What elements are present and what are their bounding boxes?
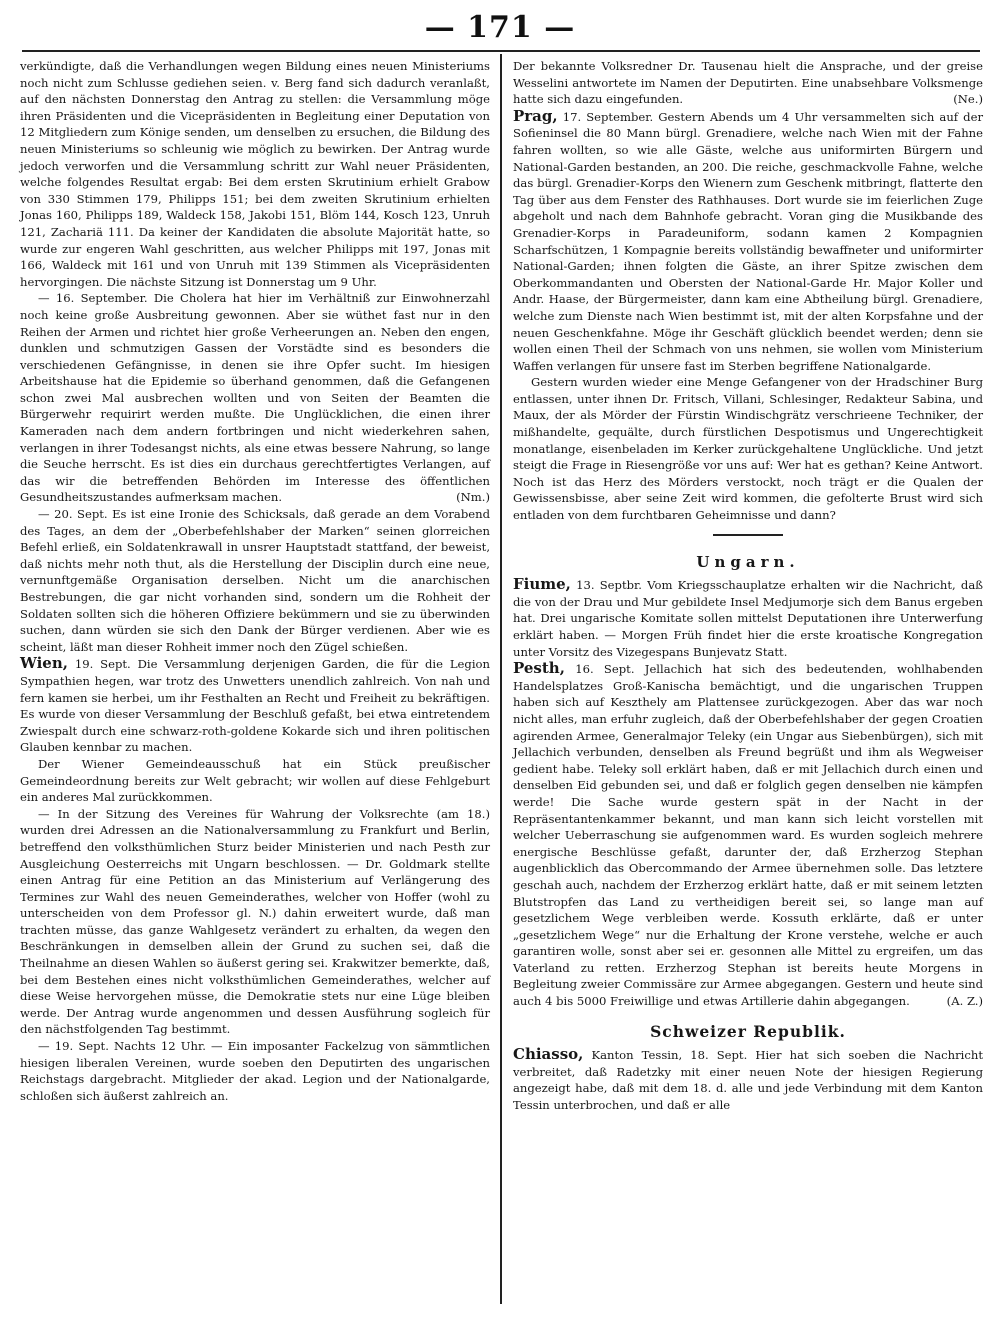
article-block-top [513, 58, 983, 524]
article-paragraph [513, 576, 983, 660]
article-paragraph [513, 374, 983, 523]
paragraph-text: Der Wiener Gemeindeausschuß hat ein Stück preußischer Gemeindeordnung bereits zur Welt gebracht; wir wollen auf diese Fehlgeburt ein anderes Mal zurückkommen. [20, 756, 490, 805]
article-paragraph [20, 1038, 490, 1104]
paragraph-text: 19. Sept. Die Versammlung derjenigen Garden, die für die Legion Sympathien hegen, war trotz des Unwetters unendlich zahlreich. Von nah und fern kamen sie herbei, um ihr Festhalten an Recht und Freiheit zu bekräftigen. Es wurde von dieser Versammlung der Beschluß gefaßt, bei etwa eintretendem Zwiespalt durch eine schwarz-roth-goldene Kokarde sich und ihren politischen Glauben kennbar zu machen. [20, 657, 490, 755]
paragraph-text: 17. September. Gestern Abends um 4 Uhr versammelten sich auf der Sofieninsel die 80 Mann bürgl. Grenadiere, welche nach Wien mit der Fahne fahren wollten, so wie alle Gäste, welche aus uniformirten Bürgern und National-Garden bestanden, an 200. Die reiche, geschmackvolle Fahne, welche das bürgl. Grenadier-Korps den Wienern zum Geschenk mitbringt, flatterte den Tag über aus dem Fenster des Rathhauses. Dort wurde sie im feierlichen Zuge abgeholt und nach dem Bahnhofe gebracht. Voran ging die Musikbande des Grenadier-Korps in Paradeuniform, sodann kamen 2 Kompagnien Scharfschützen, 1 Kompagnie bereits vollständig bewaffneter und uniformirter National-Garden; ihnen folgten die Gäste, an ihrer Spitze zwischen dem Oberkommandanten und Obersten der National-Garde Hr. Major Koller und Andr. Haase, der Bürgermeister, dann kam eine Abtheilung bürgl. Grenadiere, welche zum Dienste nach Wien bestimmt ist, mit der alten Korpsfahne und der neuen Geschenkfahne. Möge ihr Geschäft glücklich beendet werden; denn sie wollen einen Theil der Schmach von uns nehmen, sie wollen vom Ministerium Waffen verlangen für unsere fast im Sterben begriffene Nationalgarde. [513, 109, 983, 373]
paragraph-text: — 19. Sept. Nachts 12 Uhr. — Ein imposanter Fackelzug von sämmtlichen hiesigen liberalen Vereinen, wurde soeben den Deputirten des ungarischen Reichstags dargebracht. Mitglieder der akad. Legion und der Nationalgarde, schloßen sich äußerst zahlreich an. [20, 1039, 490, 1103]
section-heading-ungarn: Ungarn. [696, 552, 800, 571]
paragraph-text: — In der Sitzung des Vereines für Wahrung der Volksrechte (am 18.) wurden drei Adressen an die Nationalversammlung zu Frankfurt und Berlin, betreffend den volksthümlichen Sturz beider Ministerien und nach Pesth zur Ausgleichung Oesterreichs mit Ungarn beschlossen. — Dr. Goldmark stellte einen Antrag für eine Petition an das Ministerium auf Verlängerung des Termines zur Wahl des neuen Gemeinderathes, welcher von Hoffer (wohl zu unterscheiden von dem Professor gl. N.) dahin erweitert wurde, daß man trachten müsse, das ganze Wahlgesetz verändert zu erhalten, da wegen den Beschränkungen in demselben allein der Grund zu suchen sei, daß die Theilnahme an diesen Wahlen so äußerst gering sei. Krakwitzer bemerkte, daß, bei dem Bestehen eines nicht volksthümlichen Gemeinderathes, welcher auf diese Weise hervorgehen müsse, die Demokratie stets nur eine Lüge bleiben werde. Der Antrag wurde angenommen und dessen Ausführung sogleich für den nächstfolgenden Tag bestimmt. [20, 806, 490, 1037]
article-paragraph [20, 290, 490, 506]
paragraph-text: 13. Septbr. Vom Kriegsschauplatze erhalten wir die Nachricht, daß die von der Drau und Mur gebildete Insel Medjumorje sich dem Banus ergeben hat. Drei ungarische Komitate sollen mittelst Deputationen ihre Unterwerfung erklärt haben. — Morgen Früh findet hier die erste kroatische Kongregation unter Vorsitz des Vizegespans Bunjevatz Statt. [513, 578, 983, 659]
dateline: Prag, [513, 106, 558, 125]
left-column [20, 58, 490, 1104]
source-tag: (Ne.) [953, 92, 983, 107]
article-paragraph [513, 1046, 983, 1113]
header-rule [22, 50, 980, 52]
article-paragraph [20, 58, 490, 290]
paragraph-text: — 16. September. Die Cholera hat hier im Verhältniß zur Einwohnerzahl noch keine große Ausbreitung gewonnen. Aber sie wüthet fast nur in den Reihen der Armen und richtet hier große Verheerungen an. Neben den engen, dunklen und schmutzigen Gassen der Vorstädte sind es besonders die verschiedenen Gefängnisse, in denen sie ihre Opfer sucht. Im hiesigen Arbeitshause hat die Epidemie so überhand genommen, daß die Gefangenen schon zwei Mal ausbrechen wollten und von Seiten der Beamten die Bürgerwehr requirirt werden mußte. Die Unglücklichen, die einen ihrer Kameraden nach dem andern fortbringen und nicht wiederkehren sahen, verlangen in ihrer Todesangst nichts, als eine etwas bessere Nahrung, so lange die Seuche herrscht. Es ist dies ein durchaus gerechtfertigtes Verlangen, auf das wir die betreffenden Behörden im Interesse des öffentlichen Gesundheitszustandes aufmerksam machen. [20, 291, 490, 505]
source-tag: (A. Z.) [946, 994, 983, 1009]
paragraph-text: 16. Sept. Jellachich hat sich des bedeutenden, wohlhabenden Handelsplatzes Groß-Kanischa bemächtigt, und die ungarischen Truppen haben sich auf Keszthely am Plattensee zurückgezogen. Aber das war noch nicht alles, man erfuhr zugleich, daß der Oberbefehlshaber der gegen Croatien agirenden Armee, Generalmajor Teleky (ein Ungar aus Siebenbürgen), sich mit Jellachich verbunden, denselben als Freund begrüßt und ihm als Wegweiser gedient habe. Teleky soll erklärt haben, daß er mit Jellachich durch einen und denselben Eid gebunden sei, und daß er folglich gegen denselben nie kämpfen werde! Die Sache wurde gestern spät in der Nacht in der Repräsentantenkammer bekannt, und man kann sich leicht vorstellen mit welcher Ueberraschung sie aufgenommen ward. Es wurden sogleich mehrere energische Beschlüsse gefaßt, darunter der, daß Erzherzog Stephan augenblicklich das Obercommando der Armee übernehmen solle. Das letztere geschah auch, nachdem der Erzherzog erklärt hatte, daß er mit seinem letzten Blutstropfen das Land zu vertheidigen bereit sei, so lange man auf gesetzlichem Wege verbleiben werde. Kossuth erklärte, daß er unter „gesetzlichem Wege“ nur die Erhaltung der Krone verstehe, welche er auch garantiren wolle, sonst aber sei er. gesonnen alle Mittel zu ergreifen, um das Vaterland zu retten. Erzherzog Stephan ist bereits heute Morgens in Begleitung zweier Commissäre zur Armee abgegangen. Gestern und heute sind auch 4 bis 5000 Freiwillige und etwas Artillerie dahin abgegangen. [513, 662, 983, 1009]
article-paragraph [513, 660, 983, 1009]
page-number: — 171 — [424, 10, 576, 45]
article-paragraph [513, 58, 983, 108]
paragraph-text: Kanton Tessin, 18. Sept. Hier hat sich soeben die Nachricht verbreitet, daß Radetzky mit einer neuen Note der hiesigen Regierung angezeigt habe, daß mit dem 18. d. alle und jede Verbindung mit dem Kanton Tessin unterbrochen, und daß er alle [513, 1048, 983, 1113]
article-paragraph [20, 506, 490, 655]
column-divider [500, 54, 502, 1304]
article-paragraph [20, 756, 490, 806]
dateline: Pesth, [513, 659, 565, 678]
paragraph-text: verkündigte, daß die Verhandlungen wegen Bildung eines neuen Ministeriums noch nicht zum Schlusse gediehen seien. v. Berg fand sich dadurch veranlaßt, auf den nächsten Donnerstag den Antrag zu stellen: die Versammlung möge ihren Präsidenten und die Vicepräsidenten in Begleitung einer Deputation von 12 Mitgliedern zum Könige senden, um denselben zu ersuchen, die Bildung des neuen Ministeriums so schleunig wie möglich zu bewirken. Der Antrag wurde jedoch verworfen und die Versammlung schritt zur Wahl neuer Präsidenten, welche folgendes Resultat ergab: Bei dem ersten Skrutinium erhielt Grabow von 330 Stimmen 179, Philipps 151; bei dem zweiten Skrutinium erhielten Jonas 160, Philipps 189, Waldeck 158, Jakobi 151, Blöm 144, Kosch 123, Unruh 121, Zachariä 111. Da keiner der Kandidaten die absolute Majorität hatte, so wurde zur engeren Wahl geschritten, aus welcher Philipps mit 197, Jonas mit 166, Waldeck mit 161 und von Unruh mit 139 Stimmen als Vicepräsidenten hervorgingen. Die nächste Sitzung ist Donnerstag um 9 Uhr. [20, 59, 490, 289]
dateline: Chiasso, [513, 1045, 584, 1064]
dateline: Fiume, [513, 575, 571, 594]
paragraph-text: — 20. Sept. Es ist eine Ironie des Schicksals, daß gerade an dem Vorabend des Tages, an dem der „Oberbefehlshaber der Marken“ seinen glorreichen Befehl erließ, ein Soldatenkrawall in unsrer Hauptstadt stattfand, der beweist, daß nichts mehr noth thut, als die Herstellung der Disciplin durch eine neue, vernunftgemäße Organisation derselben. Nicht um die anarchischen Bestrebungen, die gar nicht vorhanden sind, sondern um die Rohheit der Soldaten sollten sich die höheren Offiziere bekümmern und sie zu überwinden suchen, dann würden sie sich den Dank der Bürger verdienen. Aber wie es scheint, läßt man dieser Rohheit immer noch den Zügel schießen. [20, 507, 490, 654]
article-end-rule [713, 534, 783, 536]
section-body-ungarn [513, 576, 983, 1009]
section-heading-schweiz: Schweizer Republik. [650, 1021, 846, 1041]
paragraph-text: Der bekannte Volksredner Dr. Tausenau hielt die Ansprache, und der greise Wesselini antwortete im Namen der Deputirten. Eine unabsehbare Volksmenge hatte sich dazu eingefunden. [513, 59, 983, 107]
article-paragraph [513, 108, 983, 375]
right-column [513, 58, 983, 1114]
source-tag: (Nm.) [456, 490, 490, 505]
dateline: Wien, [20, 654, 68, 673]
article-paragraph [20, 655, 490, 756]
paragraph-text: Gestern wurden wieder eine Menge Gefangener von der Hradschiner Burg entlassen, unter ihnen Dr. Fritsch, Villani, Schlesinger, Redakteur Sabina, und Maux, der als Mörder der Fürstin Windischgrätz verschrieene Techniker, der mißhandelte, gequälte, durch fürstlichen Despotismus und Ungerechtigkeit monatlange, eisenbeladen im Kerker zurückgehaltene Unglückliche. Und jetzt steigt die Frage in Riesengröße vor uns auf: Wer hat es gethan? Keine Antwort. Noch ist das Herz des Mörders verstockt, noch trägt er die Qualen der Gewissensbisse, aber seine Zeit wird kommen, die gefolterte Brust wird sich entladen von dem furchtbaren Geheimnisse und dann? [513, 375, 983, 523]
article-paragraph [20, 806, 490, 1038]
section-body-schweiz [513, 1046, 983, 1113]
